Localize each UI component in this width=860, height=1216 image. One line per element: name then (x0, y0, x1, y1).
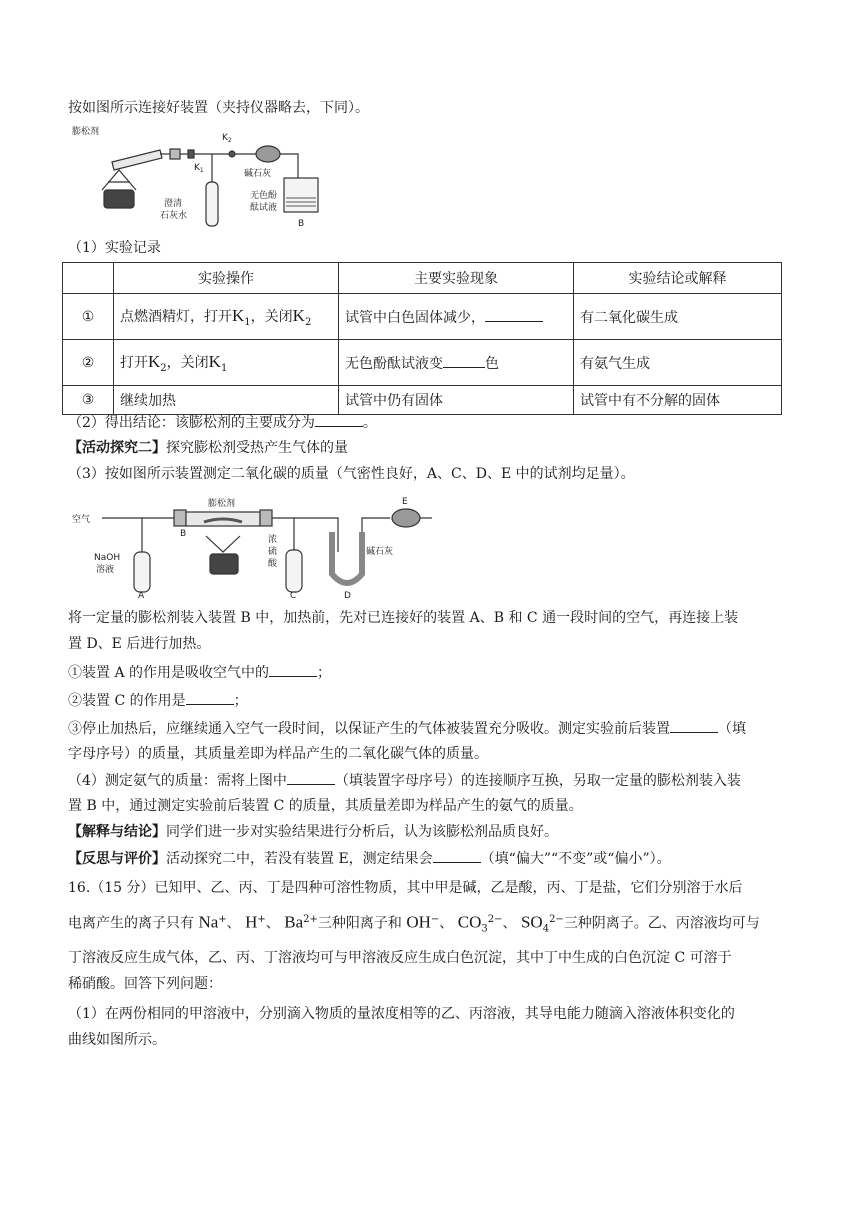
row-conclusion: 试管中有不分解的固体 (574, 386, 782, 415)
reflect-line: 【反思与评价】活动探究二中，若没有装置 E，测定结果会 （填“偏大”“不变”或“偏小”）。 (68, 848, 671, 869)
label-limewater-1: 澄清 (164, 199, 183, 209)
answer-blank (485, 307, 543, 322)
answer-blank (433, 848, 481, 863)
row-observation: 无色酚酞试液变 色 (339, 340, 574, 386)
label-e: E (402, 497, 408, 507)
paragraph-line: 置 D、E 后进行加热。 (68, 636, 211, 652)
label-a: A (138, 591, 145, 600)
label-agent: 膨松剂 (72, 127, 100, 137)
q4-text: （4）测定氨气的质量：需将上图中 （填装置字母序号）的连接顺序互换，另取一定量的膨松剂装入装 (68, 770, 741, 791)
label-air: 空气 (72, 515, 91, 525)
table-header: 实验操作 (114, 263, 339, 294)
q16-line: 丁溶液反应生成气体，乙、丙、丁溶液均可与甲溶液反应生成白色沉淀，其中丁中生成的白色沉淀 C 可溶于 (68, 950, 732, 966)
answer-blank (269, 662, 317, 677)
sub-question-1: ①装置 A 的作用是吸收空气中的 ； (68, 662, 331, 683)
table-header: 实验结论或解释 (574, 263, 782, 294)
answer-blank (287, 770, 335, 785)
sub-question-2: ②装置 C 的作用是 ； (68, 690, 248, 711)
activity-2: 【活动探究二】探究膨松剂受热产生气体的量 (68, 440, 348, 456)
sub-question-3: ③停止加热后，应继续通入空气一段时间，以保证产生的气体被装置充分吸收。测定实验前后装置 （填 (68, 718, 746, 739)
label-k1: $K_1$ (194, 163, 204, 174)
paragraph-line: 置 B 中，通过测定实验前后装置 C 的质量，其质量差即为样品产生的氨气的质量。 (68, 798, 583, 814)
q2-text: （2）得出结论：该膨松剂的主要成分为 。 (68, 412, 377, 433)
table-row (63, 340, 782, 386)
label-h2so4-3: 酸 (268, 559, 278, 569)
row-number: ① (63, 294, 114, 340)
q1-title: （1）实验记录 (68, 240, 161, 256)
experiment-record-table (62, 262, 782, 415)
label-c: C (290, 591, 297, 600)
table-header-row (63, 263, 782, 294)
paragraph-line: 字母序号）的质量，其质量差即为样品产生的二氧化碳气体的质量。 (68, 746, 488, 762)
row-conclusion: 有二氧化碳生成 (574, 294, 782, 340)
row-operation: 继续加热 (114, 386, 339, 415)
label-h2so4-1: 浓 (268, 535, 278, 545)
intro-text: 按如图所示连接好装置（夹持仪器略去，下同）。 (68, 100, 369, 116)
label-phenol-2: 酞试液 (250, 203, 278, 213)
row-observation: 试管中仍有固体 (339, 386, 574, 415)
q16-line: 16.（15 分）已知甲、乙、丙、丁是四种可溶性物质，其中甲是碱，乙是酸，丙、丁是盐，它们分别溶于水后 (68, 880, 743, 896)
q3-text: （3）按如图所示装置测定二氧化碳的质量（气密性良好，A、C、D、E 中的试剂均足量）。 (68, 466, 635, 482)
q16-ions-line: 电离产生的离子只有 Na+、 H+、 $Ba^{2+}$三种阳离子和 OH−、 $CO_3^{2-}$、 $SO_4^{2-}$三种阴离子。乙、丙溶液均可与 (68, 912, 760, 935)
table-row (63, 386, 782, 415)
row-number: ② (63, 340, 114, 386)
label-k2: $K_2$ (222, 133, 232, 144)
q16-line: 稀硝酸。回答下列问题： (68, 976, 222, 992)
row-operation: 打开$K_2$，关闭$K_1$ (114, 340, 339, 386)
table-header: 主要实验现象 (339, 263, 574, 294)
label-soda-lime: 碱石灰 (366, 547, 394, 557)
row-number: ③ (63, 386, 114, 415)
label-naoh-1: NaOH (94, 553, 121, 563)
label-phenol-1: 无色酚 (250, 191, 278, 201)
explain-line: 【解释与结论】同学们进一步对实验结果进行分析后，认为该膨松剂品质良好。 (68, 824, 558, 840)
label-soda-lime: 碱石灰 (244, 169, 272, 179)
apparatus-figure-1 (72, 122, 332, 228)
row-operation: 点燃酒精灯，打开$K_1$，关闭$K_2$ (114, 294, 339, 340)
answer-blank (315, 412, 363, 427)
label-d: D (344, 591, 351, 600)
q16-line: （1）在两份相同的甲溶液中，分别滴入物质的量浓度相等的乙、丙溶液，其导电能力随滴入溶液体积变化的 (68, 1006, 735, 1022)
apparatus-figure-2 (72, 492, 442, 600)
answer-blank (186, 690, 234, 705)
label-b: B (298, 219, 305, 228)
row-observation: 试管中白色固体减少， (339, 294, 574, 340)
label-b: B (180, 529, 187, 539)
table-header (63, 263, 114, 294)
table-row (63, 294, 782, 340)
label-limewater-2: 石灰水 (160, 211, 188, 221)
paragraph-line: 将一定量的膨松剂装入装置 B 中，加热前，先对已连接好的装置 A、B 和 C 通一段时间的空气，再连接上装 (68, 610, 739, 626)
label-h2so4-2: 硫 (268, 547, 278, 557)
label-naoh-2: 溶液 (96, 565, 115, 575)
label-agent: 膨松剂 (208, 499, 236, 509)
answer-blank (670, 718, 718, 733)
answer-blank (443, 353, 485, 368)
q16-line: 曲线如图所示。 (68, 1032, 166, 1048)
row-conclusion: 有氨气生成 (574, 340, 782, 386)
